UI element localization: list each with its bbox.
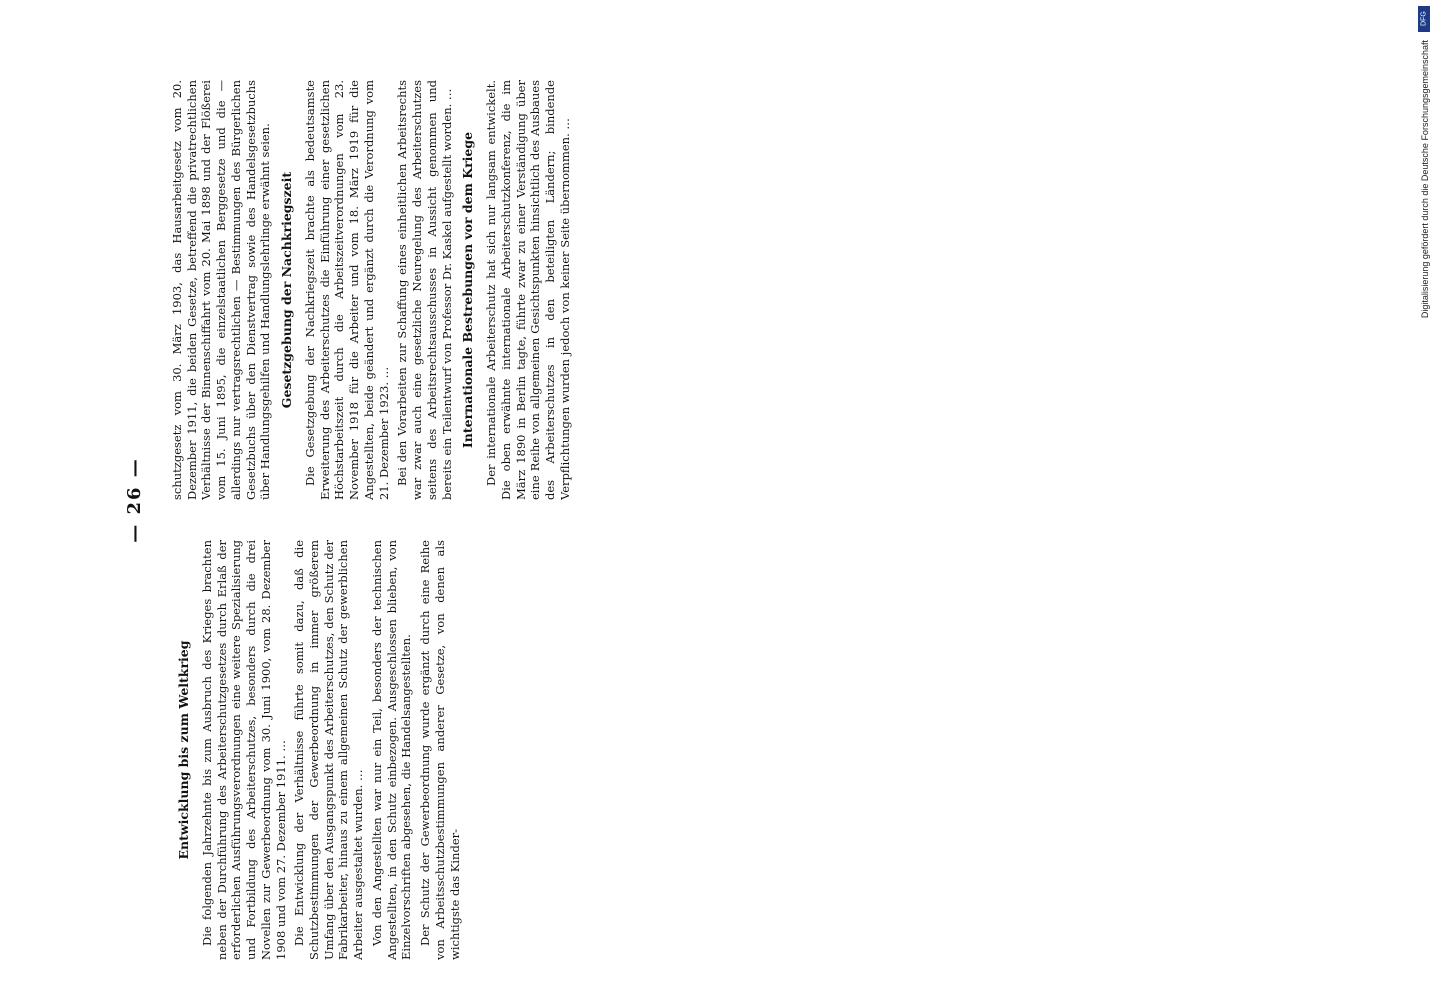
paragraph: Bei den Vorarbeiten zur Schaffung eines einheitlichen Arbeitsrechts war zwar auch eine gesetzliche Neuregelung des Arbeiterschutzes seitens des Arbeitsrechtsausschusses in Aussicht genommen und bereits ein Teilentwurf von Professor Dr. Kaskel aufgestellt worden. … (395, 80, 454, 500)
section-heading: Internationale Bestrebungen vor dem Kriege (460, 131, 476, 449)
digitization-credit: Digitalisierung gefördert durch die Deutsche Forschungsgemeinschaft (1420, 40, 1430, 319)
document-page (120, 40, 720, 960)
paragraph: schutzgesetz vom 30. März 1903, das Hausarbeitgesetz vom 20. Dezember 1911, die beiden Gesetze, betreffend die privatrechtlichen Verhältnisse der Binnenschiffahrt vom 20. Mai 1898 und der Flößerei vom 15. Juni 1895, die einzelstaatlichen Berggesetze und die — allerdings nur vertragsrechtlichen — Bestimmungen des Bürgerlichen Gesetzbuchs über den Dienstvertrag sowie des Handelsgesetzbuchs über Handlungsgehilfen und Handlungslehrlinge erwähnt seien. (170, 80, 273, 500)
page-number: — 26 — (124, 457, 145, 543)
paragraph: Die Gesetzgebung der Nachkriegszeit brachte als bedeutsamste Erweiterung des Arbeiterschutzes die Einführung einer gesetzlichen Höchstarbeitszeit durch die Arbeitszeitverordnungen vom 23. November 1918 für die Arbeiter und vom 18. März 1919 für die Angestellten, beide geändert und ergänzt durch die Verordnung vom 21. Dezember 1923. … (303, 80, 391, 500)
section-heading: Entwicklung bis zum Weltkrieg (176, 640, 191, 860)
dfg-logo: DFG (1418, 6, 1430, 32)
section-heading: Gesetzgebung der Nachkriegszeit (279, 171, 295, 409)
paragraph: Von den Angestellten war nur ein Teil, besonders der technischen Angestellten, in den Schutz einbezogen. Ausgeschlossen blieben, von Einzelvorschriften abgesehen, die Handelsangestellten. (369, 540, 414, 960)
right-column (170, 80, 720, 500)
paragraph: Der internationale Arbeiterschutz hat sich nur langsam entwickelt. Die oben erwähnte internationale Arbeiterschutzkonferenz, die im März 1890 in Berlin tagte, führte zwar zu einer Verständigung über eine Reihe von allgemeinen Gesichtspunkten hinsichtlich des Ausbaues des Arbeiterschutzes in den beteiligten Ländern; bindende Verpflichtungen wurden jedoch von keiner Seite übernommen. … (484, 80, 572, 500)
paragraph: Die folgenden Jahrzehnte bis zum Ausbruch des Krieges brachten neben der Durchführung des Arbeiterschutzgesetzes durch Erlaß der erforderlichen Ausführungsverordnungen eine weitere Spezialisierung und Fortbildung des Arbeiterschutzes, besonders durch die drei Novellen zur Gewerbeordnung vom 30. Juni 1900, vom 28. Dezember 1908 und vom 27. Dezember 1911. … (200, 540, 288, 960)
left-column (170, 540, 720, 960)
paragraph: Die Entwicklung der Verhältnisse führte somit dazu, daß die Schutzbestimmungen der Gewerbeordnung in immer größerem Umfang über den Ausgangspunkt des Arbeiterschutzes, den Schutz der Fabrikarbeiter, hinaus zu einem allgemeinen Schutz der gewerblichen Arbeiter ausgestaltet wurden. … (292, 540, 366, 960)
rotated-page-wrapper (120, 40, 1040, 960)
paragraph: Der Schutz der Gewerbeordnung wurde ergänzt durch eine Reihe von Arbeitsschutzbestimmungen anderer Gesetze, von denen als wichtigste das Kinder- (418, 540, 462, 960)
